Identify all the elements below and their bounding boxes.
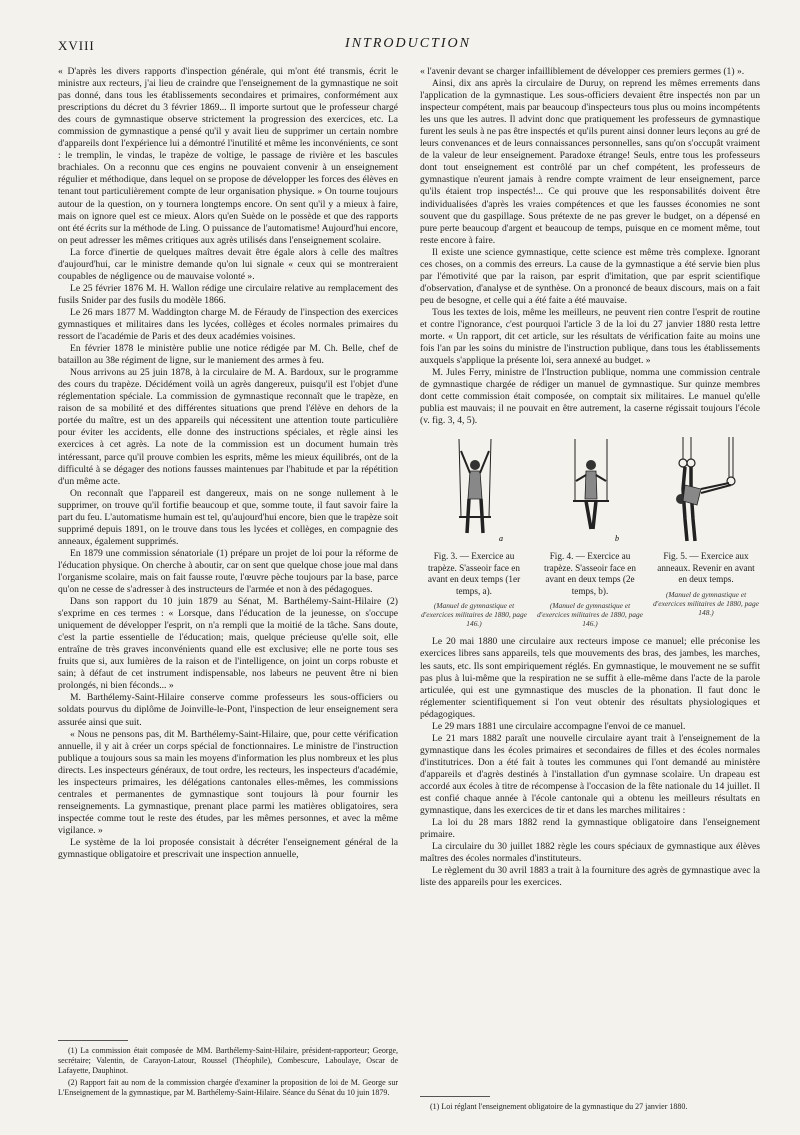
left-footnotes: [58, 1032, 398, 1100]
paragraph: La circulaire du 30 juillet 1882 règle les cours spéciaux de gymnastique aux élèves maîtres des écoles normales d'instituteurs.: [420, 841, 760, 865]
paragraph: Dans son rapport du 10 juin 1879 au Sénat, M. Barthélemy-Saint-Hilaire (2) s'exprime en ces termes : « Lorsque, dans l'éducation de la jeunesse, on s'occupe uniquement de développer l'esprit, on n'a rempli que la moitié de la tâche. Sans doute, c'est la partie essentielle de l'éducation; mais, quelque précieuse qu'elle soit, elle entraîne de très graves inconvénients quand elle est exclusive; elle ne porte tous ses fruits que si, aux lumières de la raison et de l'intelligence, on joint un corps robuste et sain; à défaut de cet instrument indispensable, nos labeurs ne peuvent être ni bien prolongés, ni bien féconds... »: [58, 596, 398, 692]
figure-4: [536, 437, 644, 628]
figure-row: [420, 437, 760, 628]
figure-source: (Manuel de gymnastique et d'exercices militaires de 1880, page 148.): [653, 589, 759, 617]
footnote: (1) La commission était composée de MM. Barthélemy-Saint-Hilaire, président-rapporteur; George, secrétaire; Valentin, de Carayon-Latour, Roussel (Théophile), Combescure, Laboulaye, Oscar de Lafayette, Dauphinot.: [58, 1046, 398, 1075]
trapeze-figure-3-illustration: [439, 437, 509, 547]
right-column: [420, 66, 760, 889]
footnote: (1) Loi réglant l'enseignement obligatoire de la gymnastique du 27 janvier 1880.: [430, 1102, 688, 1111]
figure-source: (Manuel de gymnastique et d'exercices militaires de 1880, page 146.): [537, 601, 643, 629]
footnote: (2) Rapport fait au nom de la commission chargée d'examiner la proposition de loi de M. George sur L'Enseignement de la gymnastique, par M. Barthélemy-Saint-Hilaire. Séance du Sénat du 10 juin 1879.: [58, 1078, 398, 1097]
paragraph: Ainsi, dix ans après la circulaire de Duruy, on reprend les mêmes errements dans l'application de la gymnastique. Les sous-officiers devaient être inspectés non par un inspecteur compétent, mais par beaucoup d'inspecteurs tous plus ou moins incompétents les uns que les autres. Il advint donc que pratiquement les professeurs de gymnastique furent les seuls à ne pas être inspectés et qu'ils purent ainsi donner leurs leçons au gré de leurs convenances et de leurs connaissances personnelles, sans qu'on s'occupât vraiment de la valeur de leur enseignement. Paradoxe étrange! Seuls, entre tous les professeurs dont tout enseignement est contrôlé par un chef compétent, les professeurs de gymnastique n'eurent jamais à rendre compte vraiment de leur enseignement, parce qu'ils étaient trop inspectés!... Ce qui prouve que les responsabilités doivent être individualisées d'après les vraies compétences et que les fausses économies ne sont souvent que du gaspillage. Sous prétexte de ne pas grever le budget, on a dépensé en pure perte beaucoup d'argent et beaucoup de temps, puisque en ce moment même, tout reste encore à faire.: [420, 78, 760, 246]
footnote-divider: [58, 1040, 128, 1041]
paragraph: Il existe une science gymnastique, cette science est même très complexe. Ignorant ces choses, on a commis des erreurs. La cause de la gymnastique a été servie bien plus par l'émotivité que par la raison, par esprit d'imitation, que par esprit scientifique d'observation, d'analyse et de synthèse. On a prononcé de beaux discours, mais on a fait peu de besogne, et celle qui a été faite a été mauvaise.: [420, 246, 760, 306]
right-footnotes: [420, 1088, 760, 1114]
figure-5: [652, 437, 760, 628]
paragraph: En 1879 une commission sénatoriale (1) prépare un projet de loi pour la réforme de l'éducation physique. On cherche à aboutir, car on sent que quelque chose joue mal dans l'organisme scolaire, mais on fait fausse route, l'œuvre pèche toujours par la base, parce qu'on ne cesse de s'adresser à des instructeurs de l'armée et non à des pédagogues.: [58, 547, 398, 596]
page-header: [58, 36, 758, 58]
paragraph: « l'avenir devant se charger infailliblement de développer ces premiers germes (1) ».: [420, 66, 745, 77]
paragraph: Tous les textes de lois, même les meilleurs, ne peuvent rien contre l'esprit de routine et contre l'ignorance, c'est pourquoi l'article 3 de la loi du 27 janvier 1880 resta lettre morte. « Un rapport, dit cet article, sur les résultats de vérification faite au moins une fois l'an par les soins du ministre de l'instruction publique, dans tous les établissements auxquels s'applique la présente loi, sera annexé au budget. »: [420, 306, 760, 367]
left-column: [58, 66, 398, 861]
figure-3: [420, 437, 528, 628]
paragraph: Le 29 mars 1881 une circulaire accompagne l'envoi de ce manuel.: [432, 720, 686, 732]
paragraph: La force d'inertie de quelques maîtres devait être égale alors à celle des maîtres d'aujourd'hui, car le ministre demande qu'on lui signale « ceux qui se montreraient coupables de négligence ou de mauvaise volonté ».: [58, 246, 398, 282]
figure-caption: Fig. 4. — Exercice au trapèze. S'asseoir face en avant en deux temps (2e temps, b).: [544, 551, 636, 596]
paragraph: Nous arrivons au 25 juin 1878, à la circulaire de M. A. Bardoux, sur le programme des cours du trapèze. Décidément voilà un agrès dangereux, puisqu'il est l'objet d'une réglementation spéciale. La commission de gymnastique reconnaît que le trapèze, en raison de sa mobilité et des différentes situations que prend l'élève en dehors de la portée du maître, est un des appareils qui nécessitent une attention toute particulière pour éviter les accidents, elle donne des instructions spéciales, et règle ainsi les exercices à cet agrès. La note de la commission est un document humain très intéressant, parce qu'il prouve combien les esprits, même les mieux équilibrés, ont de la difficulté à se dégager des notions fausses maintenues par l'habitude et par la répétition d'un même acte.: [58, 367, 398, 487]
figure-source: (Manuel de gymnastique et d'exercices militaires de 1880, page 146.): [421, 601, 527, 629]
trapeze-figure-4-illustration: [555, 437, 625, 547]
paragraph: M. Barthélemy-Saint-Hilaire conserve comme professeurs les sous-officiers ou soldats pourvus du diplôme de Joinville-le-Pont, l'inspection de leur enseignement sera assurée ainsi que suit.: [58, 692, 398, 728]
paragraph: Le 21 mars 1882 paraît une nouvelle circulaire ayant trait à l'enseignement de la gymnastique dans les écoles primaires et secondaires de filles et des écoles normales d'institutrices. Don a été fait à toutes les communes qui l'ont demandé au ministère d'appareils et d'agrès destinés à l'installation d'un gymnase scolaire. Un drapeau est accordé aux écoles à titre de récompense à l'occasion de la fête nationale du 14 juillet. Il est confié chaque année à l'école cantonale qui a obtenu les meilleurs résultats en gymnastique, dans les exercices de tir et dans les marches militaires :: [420, 732, 760, 817]
rings-figure-5-illustration: [661, 437, 751, 547]
paragraph: En février 1878 le ministère publie une notice rédigée par M. Ch. Belle, chef de bataillon au 38e régiment de ligne, sur le maniement des armes à feu.: [58, 343, 398, 367]
paragraph: Le 26 mars 1877 M. Waddington charge M. de Féraudy de l'inspection des exercices gymnastiques et militaires dans les lycées, collèges et écoles normales primaires du ressort de l'académie de Paris et des deux académies voisines.: [58, 306, 398, 343]
paragraph: On reconnaît que l'appareil est dangereux, mais on ne songe nullement à le supprimer, on trouve qu'il fortifie beaucoup et que, somme toute, il faut savoir faire la part du feu. L'automatisme humain est tel, qu'aujourd'hui encore, bien que le trapèze soit supprimé depuis 1891, on le trouve dans tous les lycées et collèges, en compagnie des anneaux, également supprimés.: [58, 487, 398, 547]
page-number: XVIII: [58, 38, 95, 53]
paragraph: La loi du 28 mars 1882 rend la gymnastique obligatoire dans l'enseignement primaire.: [420, 817, 760, 841]
figure-caption: Fig. 3. — Exercice au trapèze. S'asseoir face en avant en deux temps (1er temps, a).: [427, 551, 521, 596]
paragraph: Le système de la loi proposée consistait à décréter l'enseignement général de la gymnastique obligatoire et prescrivait une inspection annuelle,: [58, 837, 398, 861]
paragraph: Le 25 février 1876 M. H. Wallon rédige une circulaire relative au remplacement des fusils Snider par des fusils du modèle 1866.: [58, 282, 398, 306]
paragraph: « Nous ne pensons pas, dit M. Barthélemy-Saint-Hilaire, que, pour cette vérification annuelle, il y ait à créer un corps spécial de fonctionnaires. Le ministre de l'instruction publique a toujours sous sa main les moyens d'information les plus nombreux et les plus directs. Les inspecteurs généraux, de tout ordre, les recteurs, les inspecteurs d'académie, les inspecteurs primaires, les délégations cantonales elles-mêmes, les commissions centrales et permanentes de gymnastique sont toujours là pour fournir les renseignements. La gymnastique, prenant place parmi les matières obligatoires, sera inspectée comme tout le reste des études, par les mêmes personnes, et avec la même vigilance. »: [58, 728, 398, 836]
svg-text:a: a: [499, 534, 503, 544]
footnote-divider: [420, 1096, 490, 1097]
paragraph: Le 20 mai 1880 une circulaire aux recteurs impose ce manuel; elle préconise les exercices libres sans appareils, tels que mouvements des bras, des jambes, les marches, les sauts, etc. Ils sont empiriquement réglés. En gymnastique, le mouvement ne se suffit pas plus à lui-même que la respiration ne se suffit à elle-même dans l'acte de la parole articulée, qui est une gymnastique des muscles de la phonation. Il faut donc le réglementer scientifiquement si l'on veut obtenir des résultats physiologiques et pédagogiques.: [420, 636, 760, 720]
paragraph: « D'après les divers rapports d'inspection générale, qui m'ont été transmis, écrit le ministre aux recteurs, j'ai lieu de craindre que l'enseignement de la gymnastique ne soit pas donné, dans tous les établissements secondaires et primaires, conformément aux prescriptions du décret du 3 février 1869... Il importe surtout que le professeur chargé des cours de gymnastique observe strictement la progression des exercices, etc. La commission de gymnastique a pensé qu'il y avait lieu de supprimer un certain nombre d'appareils dont l'expérience lui a démontré l'inutilité et même les inconvénients, ce sont : le tremplin, le vindas, le trapèze de voltige, le passage de rivière et les bascules brachiales. On a reconnu que ces engins ne pouvaient convenir à un enseignement régulier et méthodique, dans lequel on se propose de développer les forces des élèves en tenant tout particulièrement compte de leur organisation physique. » On tourne toujours autour de la question, on y tournera longtemps encore. On sent qu'il y a mieux à faire, mais on ignore quel est ce mieux. Alors qu'en Suède on le possède et que des rapports ont été écrits sur la méthode de Ling. O puissance de l'automatisme! Aujourd'hui encore, on peut adresser les mêmes critiques aux agrès utilisés dans l'enseignement scolaire.: [58, 66, 398, 246]
paragraph: Le règlement du 30 avril 1883 a trait à la fourniture des agrès de gymnastique avec la liste des appareils pour les exercices.: [420, 865, 760, 889]
figure-caption: Fig. 5. — Exercice aux anneaux. Revenir en avant en deux temps.: [657, 551, 755, 585]
running-title: INTRODUCTION: [345, 36, 471, 51]
paragraph: M. Jules Ferry, ministre de l'Instruction publique, nomma une commission centrale de gymnastique chargée de rédiger un manuel de gymnastique. Sur quinze membres dont cette commission était composée, on comptait six militaires. Le manuel qu'elle publia est mauvais; il ne pouvait en être autrement, la caserne régissait toujours l'école (v. fig. 3, 4, 5).: [420, 367, 760, 427]
svg-text:b: b: [615, 534, 619, 544]
